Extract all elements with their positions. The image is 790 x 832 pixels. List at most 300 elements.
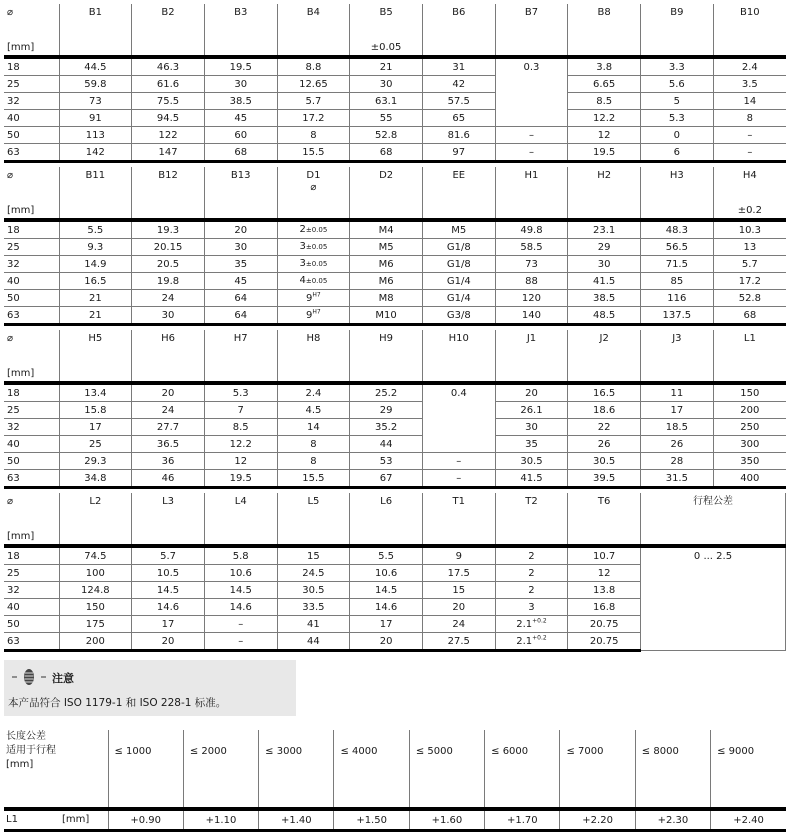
tolerance-value-cell: +1.40 (259, 809, 334, 831)
value-cell: 3.8 (568, 57, 641, 76)
header-label: J2 (599, 333, 609, 344)
value-cell: 44 (277, 633, 350, 651)
value-main: 3 (299, 258, 306, 269)
column-header (495, 4, 568, 38)
value-cell: 30 (132, 307, 205, 325)
value-cell: 250 (713, 419, 786, 436)
tolerance-header (204, 527, 277, 546)
value-cell: 34.8 (59, 470, 132, 488)
stroke-range-header: ≤ 8000 (635, 730, 710, 809)
value-cell: 8 (277, 127, 350, 144)
value-cell: 22 (568, 419, 641, 436)
value-cell: 20 (350, 633, 423, 651)
column-header (641, 493, 786, 527)
column-header (641, 330, 714, 364)
value-cell: 17 (132, 616, 205, 633)
value-cell: 142 (59, 144, 132, 162)
column-header (495, 167, 568, 201)
header-label: L6 (380, 496, 393, 507)
stroke-range-header: ≤ 7000 (560, 730, 635, 809)
tolerance-header (132, 527, 205, 546)
value-cell: 8 (277, 453, 350, 470)
value-cell: 9.3 (59, 239, 132, 256)
value-cell: 71.5 (641, 256, 714, 273)
diameter-cell: 18 (4, 546, 59, 565)
value-cell: 15.5 (277, 144, 350, 162)
value-cell: 61.6 (132, 76, 205, 93)
value-cell: 10.3 (713, 220, 786, 239)
value-cell: 20.75 (568, 616, 641, 633)
value-cell: 200 (59, 633, 132, 651)
stroke-range-header: ≤ 5000 (409, 730, 484, 809)
tolerance-value-cell: +2.30 (635, 809, 710, 831)
value-cell: 14.6 (204, 599, 277, 616)
column-header (495, 493, 568, 527)
value-cell: 20.75 (568, 633, 641, 651)
value-cell: 19.5 (568, 144, 641, 162)
diameter-header (4, 167, 59, 201)
value-fit: H7 (312, 291, 321, 299)
header-label: H3 (669, 170, 684, 181)
header-label: B4 (306, 7, 321, 18)
value-cell: – (713, 144, 786, 162)
value-cell: 64 (204, 307, 277, 325)
value-cell: – (204, 633, 277, 651)
value-main: 9 (306, 292, 313, 304)
value-cell: – (495, 127, 568, 144)
value-cell: 175 (59, 616, 132, 633)
diameter-header (4, 330, 59, 364)
column-header (204, 493, 277, 527)
tolerance-header (422, 527, 495, 546)
value-cell: 60 (204, 127, 277, 144)
header-label: L2 (89, 496, 102, 507)
value-main: 9 (306, 309, 313, 321)
diameter-cell: 25 (4, 402, 59, 419)
tolerance-value-cell: +1.10 (183, 809, 258, 831)
header-label: B1 (88, 7, 102, 18)
value-cell: 59.8 (59, 76, 132, 93)
value-cell: 150 (59, 599, 132, 616)
value-cell: 38.5 (204, 93, 277, 110)
value-cell: 15.5 (277, 470, 350, 488)
tolerance-header (422, 364, 495, 383)
value-cell: 113 (59, 127, 132, 144)
value-cell: 16.5 (59, 273, 132, 290)
value-cell: 9 (422, 546, 495, 565)
tolerance-header (204, 364, 277, 383)
tolerance-header (277, 38, 350, 57)
value-cell: 63.1 (350, 93, 423, 110)
value-cell: 2 (495, 582, 568, 599)
value-cell: 35 (204, 256, 277, 273)
value-cell: 27.7 (132, 419, 205, 436)
length-tolerance-label: 长度公差 (6, 731, 46, 742)
value-cell: – (713, 127, 786, 144)
tolerance-header (277, 527, 350, 546)
value-cell: 150 (713, 383, 786, 402)
diameter-cell: 25 (4, 76, 59, 93)
stroke-range-header: ≤ 6000 (485, 730, 560, 809)
value-cell: 14.5 (132, 582, 205, 599)
column-header (204, 167, 277, 201)
value-cell: 20 (204, 220, 277, 239)
header-label: B12 (158, 170, 178, 181)
tolerance-header (204, 201, 277, 220)
header-label: H5 (88, 333, 103, 344)
tolerance-header (568, 201, 641, 220)
value-cell: 5 (641, 93, 714, 110)
header-label: ⌀ (7, 7, 14, 18)
value-cell: 41 (277, 616, 350, 633)
value-main: 2.1 (516, 635, 533, 647)
value-cell (277, 239, 350, 256)
value-cell: 8 (277, 436, 350, 453)
tolerance-header (132, 38, 205, 57)
diameter-cell: 25 (4, 565, 59, 582)
value-cell: 91 (59, 110, 132, 127)
value-cell: 12 (568, 127, 641, 144)
value-cell: G1/4 (422, 273, 495, 290)
tolerance-header (132, 201, 205, 220)
value-cell: 3.3 (641, 57, 714, 76)
column-header (132, 4, 205, 38)
diameter-cell: 32 (4, 419, 59, 436)
value-cell: 68 (713, 307, 786, 325)
column-header (713, 167, 786, 201)
diameter-cell: 40 (4, 599, 59, 616)
column-header (422, 167, 495, 201)
value-cell: 85 (641, 273, 714, 290)
tolerance-header (641, 527, 786, 546)
value-cell: 30.5 (568, 453, 641, 470)
value-cell: 147 (132, 144, 205, 162)
tolerance-header (713, 364, 786, 383)
value-cell: 17.5 (422, 565, 495, 582)
tolerance-header (59, 201, 132, 220)
header-label: B3 (234, 7, 248, 18)
value-cell: 13.4 (59, 383, 132, 402)
value-cell: 64 (204, 290, 277, 307)
tolerance-header (641, 201, 714, 220)
column-header (350, 4, 423, 38)
value-cell: 5.5 (350, 546, 423, 565)
diameter-cell: 50 (4, 290, 59, 307)
value-cell: 5.8 (204, 546, 277, 565)
value-fit: +0.2 (532, 617, 547, 625)
value-cell: 12.2 (204, 436, 277, 453)
header-label: L1 (743, 333, 756, 344)
header-label: H6 (161, 333, 175, 344)
value-cell: 20 (132, 383, 205, 402)
value-cell: M4 (350, 220, 423, 239)
unit-header: [mm] (4, 38, 59, 57)
tolerance-header (713, 38, 786, 57)
value-cell (277, 273, 350, 290)
value-cell: 8.5 (204, 419, 277, 436)
value-cell (277, 256, 350, 273)
header-label: B8 (597, 7, 611, 18)
column-header (132, 493, 205, 527)
value-cell: 10.5 (132, 565, 205, 582)
value-cell: 56.5 (641, 239, 714, 256)
value-cell: – (204, 616, 277, 633)
diameter-cell: 50 (4, 127, 59, 144)
value-tolerance: ±0.05 (305, 277, 328, 285)
tolerance-header (568, 527, 641, 546)
value-cell: 12 (568, 565, 641, 582)
value-cell: 73 (495, 256, 568, 273)
diameter-cell: 50 (4, 616, 59, 633)
value-cell: 14 (277, 419, 350, 436)
value-cell: 73 (59, 93, 132, 110)
value-cell: 0 ... 2.5 (641, 546, 786, 651)
value-cell: 81.6 (422, 127, 495, 144)
column-header (59, 493, 132, 527)
column-header (568, 167, 641, 201)
value-cell: 0.3 (495, 57, 568, 127)
tolerance-header (568, 38, 641, 57)
header-label: B5 (379, 7, 393, 18)
unit-header: [mm] (4, 364, 59, 383)
value-cell: 140 (495, 307, 568, 325)
value-cell: 68 (350, 144, 423, 162)
value-cell: M5 (350, 239, 423, 256)
column-header (132, 330, 205, 364)
value-fit: +0.2 (532, 634, 547, 642)
l1-row-label-cell (4, 809, 108, 831)
dimension-table-l2-stroke (4, 493, 786, 652)
stroke-range-header: ≤ 1000 (108, 730, 183, 809)
value-cell: 0 (641, 127, 714, 144)
value-cell: 26 (568, 436, 641, 453)
column-header (277, 167, 350, 201)
value-cell: 20.5 (132, 256, 205, 273)
value-cell: 8 (713, 110, 786, 127)
header-label: H7 (233, 333, 248, 344)
header-label: H2 (597, 170, 612, 181)
value-cell: 21 (59, 290, 132, 307)
value-cell: 16.8 (568, 599, 641, 616)
header-label: T6 (597, 496, 611, 507)
value-cell: 14.6 (350, 599, 423, 616)
diameter-cell: 32 (4, 256, 59, 273)
value-cell (277, 307, 350, 325)
value-cell: 200 (713, 402, 786, 419)
diameter-cell: 18 (4, 383, 59, 402)
value-cell: 15 (422, 582, 495, 599)
value-cell: 24.5 (277, 565, 350, 582)
column-header (713, 4, 786, 38)
header-label: H4 (742, 170, 757, 181)
value-cell: 0.4 (422, 383, 495, 453)
value-cell: 30 (568, 256, 641, 273)
value-cell: 13 (713, 239, 786, 256)
header-label: D2 (379, 170, 394, 181)
value-cell: 41.5 (568, 273, 641, 290)
value-cell: 7 (204, 402, 277, 419)
value-cell: 35.2 (350, 419, 423, 436)
value-cell: M8 (350, 290, 423, 307)
value-cell: 2 (495, 546, 568, 565)
value-cell: 2.4 (713, 57, 786, 76)
value-cell: 19.5 (204, 470, 277, 488)
value-cell: – (422, 453, 495, 470)
value-cell: 6.65 (568, 76, 641, 93)
length-tolerance-table (4, 730, 786, 832)
value-fit: H7 (312, 308, 321, 316)
value-cell: 122 (132, 127, 205, 144)
diameter-header (4, 4, 59, 38)
header-label: B10 (740, 7, 760, 18)
value-cell: 28 (641, 453, 714, 470)
tolerance-header (495, 527, 568, 546)
value-cell: G1/8 (422, 239, 495, 256)
value-cell: 31.5 (641, 470, 714, 488)
note-title: 注意 (52, 672, 74, 685)
value-cell: 30.5 (277, 582, 350, 599)
l1-label: L1 (6, 814, 18, 825)
stroke-range-header: ≤ 9000 (711, 730, 786, 809)
value-cell: 30.5 (495, 453, 568, 470)
value-cell: 26.1 (495, 402, 568, 419)
header-label: L4 (234, 496, 247, 507)
value-cell: 3.5 (713, 76, 786, 93)
dimension-table-b11-h4 (4, 167, 786, 326)
column-header (204, 4, 277, 38)
value-cell: 29 (350, 402, 423, 419)
value-cell: – (422, 470, 495, 488)
value-cell: 45 (204, 273, 277, 290)
tolerance-header (422, 201, 495, 220)
column-header (277, 330, 350, 364)
value-cell: 36 (132, 453, 205, 470)
value-tolerance: ±0.05 (305, 243, 328, 251)
value-cell: 44.5 (59, 57, 132, 76)
value-cell: 14 (713, 93, 786, 110)
value-cell: 44 (350, 436, 423, 453)
header-label: ⌀ (7, 496, 14, 507)
stroke-range-header: ≤ 3000 (259, 730, 334, 809)
value-cell: 55 (350, 110, 423, 127)
value-cell: 5.6 (641, 76, 714, 93)
caution-icon (10, 668, 48, 686)
value-cell: 46.3 (132, 57, 205, 76)
column-header (59, 4, 132, 38)
diameter-cell: 63 (4, 307, 59, 325)
value-cell: 20 (132, 633, 205, 651)
value-cell: 39.5 (568, 470, 641, 488)
diameter-cell: 32 (4, 93, 59, 110)
tolerance-header (59, 527, 132, 546)
stroke-range-header: ≤ 2000 (183, 730, 258, 809)
tolerance-header (641, 38, 714, 57)
value-cell: G1/8 (422, 256, 495, 273)
value-cell: 5.3 (204, 383, 277, 402)
value-cell: 17.2 (713, 273, 786, 290)
header-label: B2 (161, 7, 175, 18)
value-cell: 65 (422, 110, 495, 127)
value-cell: 31 (422, 57, 495, 76)
value-cell: 38.5 (568, 290, 641, 307)
value-cell: 14.5 (204, 582, 277, 599)
value-cell: 97 (422, 144, 495, 162)
header-label: H9 (379, 333, 394, 344)
tolerance-value-cell: +2.20 (560, 809, 635, 831)
header-label: T1 (452, 496, 466, 507)
tolerance-value-cell: +0.90 (108, 809, 183, 831)
header-label: ⌀ (7, 170, 14, 181)
value-tolerance: ±0.05 (305, 260, 328, 268)
tolerance-header (568, 364, 641, 383)
tolerance-header (59, 364, 132, 383)
value-main: 2.1 (516, 618, 533, 630)
unit-header: [mm] (4, 527, 59, 546)
header-label: B9 (670, 7, 684, 18)
note-text: 本产品符合 ISO 1179-1 和 ISO 228-1 标准。 (8, 697, 227, 709)
value-cell: 33.5 (277, 599, 350, 616)
tolerance-value-cell: +1.50 (334, 809, 409, 831)
value-cell: 4.5 (277, 402, 350, 419)
note-box (4, 660, 296, 716)
value-cell: 120 (495, 290, 568, 307)
value-cell: 30 (204, 76, 277, 93)
value-cell: 41.5 (495, 470, 568, 488)
value-cell: 100 (59, 565, 132, 582)
value-cell: 27.5 (422, 633, 495, 651)
value-tolerance: ±0.05 (305, 226, 328, 234)
length-unit-label: [mm] (6, 759, 34, 770)
tolerance-value-cell: +1.70 (485, 809, 560, 831)
header-label: J3 (672, 333, 682, 344)
value-cell: – (495, 144, 568, 162)
tolerance-header (495, 201, 568, 220)
value-cell: 25 (59, 436, 132, 453)
tolerance-header (350, 364, 423, 383)
column-header (422, 4, 495, 38)
value-cell: 57.5 (422, 93, 495, 110)
value-cell: 29.3 (59, 453, 132, 470)
header-label: B6 (452, 7, 466, 18)
header-label: T2 (525, 496, 538, 507)
diameter-cell: 40 (4, 110, 59, 127)
column-header (350, 493, 423, 527)
value-cell: 20.15 (132, 239, 205, 256)
tolerance-header: ±0.05 (350, 38, 423, 57)
value-cell: 30 (350, 76, 423, 93)
value-cell: 12.2 (568, 110, 641, 127)
value-cell: 5.5 (59, 220, 132, 239)
stroke-range-header: ≤ 4000 (334, 730, 409, 809)
value-cell: 24 (132, 290, 205, 307)
value-cell: 116 (641, 290, 714, 307)
diameter-cell: 32 (4, 582, 59, 599)
value-cell: 137.5 (641, 307, 714, 325)
header-label: L5 (307, 496, 320, 507)
value-cell: 17 (350, 616, 423, 633)
value-cell: 24 (132, 402, 205, 419)
column-header (568, 4, 641, 38)
column-header (59, 330, 132, 364)
value-cell: 23.1 (568, 220, 641, 239)
value-cell: 300 (713, 436, 786, 453)
header-label: B11 (85, 170, 106, 181)
value-cell: 35 (495, 436, 568, 453)
value-cell: 10.7 (568, 546, 641, 565)
header-label: EE (452, 170, 466, 181)
value-cell: 21 (59, 307, 132, 325)
header-label: D1 (306, 170, 321, 181)
